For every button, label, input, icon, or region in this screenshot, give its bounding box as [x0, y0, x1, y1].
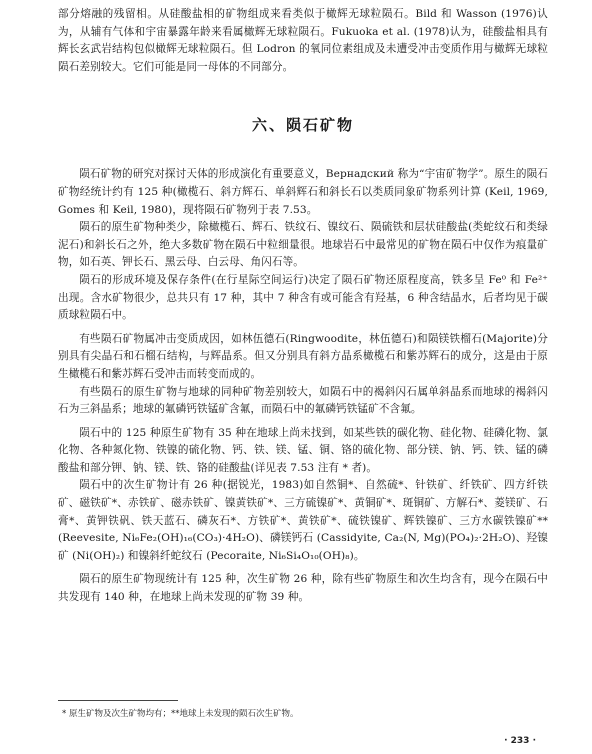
paragraph-3: 陨石的形成环境及保存条件(在行星际空间运行)决定了陨石矿物还原程度高，铁多呈 Fe⁰ 和 Fe²⁺ 出现。含水矿物很少，总共只有 17 种，其中 7 种含有或可能含有羟基，6 种含结晶水，后者均见于碳质球粒陨石中。	[58, 273, 548, 322]
paragraph-5: 有些陨石的原生矿物与地球的同种矿物差别较大，如陨石中的褐斜闪石属单斜晶系而地球的褐斜闪石为三斜晶系；地球的氟磷钙铁锰矿含氟，而陨石中的氟磷钙铁锰矿不含氟。	[58, 385, 548, 416]
footnote-rule	[58, 700, 178, 701]
paragraph-7: 陨石中的次生矿物计有 26 种(据锐光，1983)如自然铜*、自然硫*、针铁矿、纤铁矿、四方纤铁矿、磁铁矿*、赤铁矿、磁赤铁矿、镍黄铁矿*、三方硫镍矿*、黄铜矿*、斑铜矿、方解石*、菱镁矿、石膏*、黄钾铁矾、铁天蓝石、磷灰石*、方铁矿*、黄铁矿*、硫铁镍矿、辉铁镍矿、三方水碳铁镍矿** (Reevesite, Ni₆Fe₂(OH)₁₆(CO₃)·4H₂O)、磷镁钙石 (Cassidyite, Ca₂(N, Mg)(PO₄)₂·2H₂O)、羟镍矿 (Ni(OH)₂) 和镍斜纤蛇纹石 (Pecoraite, Ni₆Si₄O₁₀(OH)₈)。	[58, 479, 548, 562]
paragraph-6: 陨石中的 125 种原生矿物有 35 种在地球上尚未找到，如某些铁的碳化物、硅化物、硅磷化物、氯化物、各种氮化物、铁镍的硫化物、钙、铁、镁、锰、铜、铬的硫化物、部分镁、钠、钙、铁、锰的磷酸盐和部分钾、钠、镁、铁、铬的硅酸盐(详见表 7.53 注有 * 者)。	[58, 426, 548, 474]
paragraph-2: 陨石的原生矿物种类少，除橄榄石、辉石、铁纹石、镍纹石、陨硫铁和层状硅酸盐(类蛇纹石和类绿泥石)和斜长石之外，绝大多数矿物在陨石中粒细量很。地球岩石中最常见的矿物在陨石中仅作为痕量矿物，如石英、钾长石、黑云母、白云母、角闪石等。	[58, 221, 548, 269]
intro-paragraph: 部分熔融的残留相。从硅酸盐相的矿物组成来看类似于橄辉无球粒陨石。Bild 和 Wasson (1976)认为，从辅有气体和宇宙暴露年龄来看属橄辉无球粒陨石。Fukuoka et al. (1978)认为，硅酸盐相具有辉长玄武岩结构包似橄辉无球粒陨石。但 Lodron 的氧同位素组成及未遭受冲击变质作用与橄辉无球粒陨石差别较大。它们可能是同一母体的不同部分。	[58, 8, 548, 73]
paragraph-1: 陨石矿物的研究对探讨天体的形成演化有重要意义，Вернадский 称为“宇宙矿物学”。原生的陨石矿物经统计约有 125 种(橄榄石、斜方辉石、单斜辉石和斜长石以类质同象矿物系列计算 (Keil, 1969, Gomes 和 Keil, 1980)，现将陨石矿物列于表 7.53。	[58, 168, 548, 216]
section-title: 六、陨石矿物	[251, 116, 354, 135]
footnote: * 原生矿物及次生矿物均有；**地球上未发现的陨石次生矿物。	[62, 709, 299, 719]
paragraph-4: 有些陨石矿物属冲击变质成因，如林伍德石(Ringwoodite，林伍德石)和陨镁铁榴石(Majorite)分别具有尖晶石和石榴石结构，与辉晶系。但又分别具有斜方晶系橄榄石和紫苏辉石的成分，这是由于原生橄榄石和紫苏辉石受冲击而转变而成的。	[58, 332, 548, 380]
paragraph-8: 陨石的原生矿物现统计有 125 种，次生矿物 26 种，除有些矿物原生和次生均含有，现今在陨石中共发现有 140 种，在地球上尚未发现的矿物 39 种。	[58, 573, 548, 604]
page-number: · 233 ·	[504, 736, 536, 746]
